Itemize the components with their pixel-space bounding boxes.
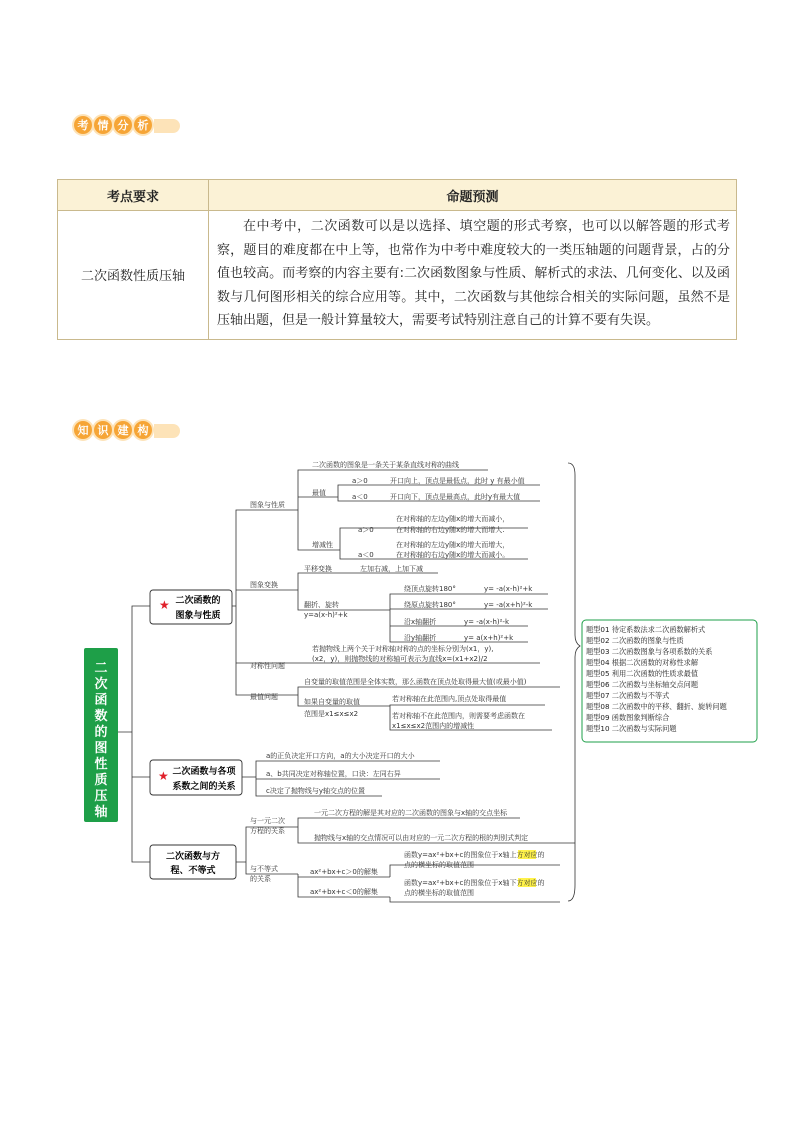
header-char: 析 — [134, 116, 152, 134]
leaf-text: 若对称轴不在此范围内，则需要考虑函数在 — [392, 712, 525, 720]
leaf-text: 如果自变量的取值 — [304, 698, 360, 706]
root-char: 图 — [94, 741, 108, 756]
leaf-label: 绕原点旋转180° — [404, 601, 456, 609]
leaf-label: a＞0 — [358, 526, 374, 534]
root-char: 函 — [94, 693, 108, 708]
leaf-text: (x2，y)，则抛物线的对称轴可表示为直线x=(x1+x2)/2 — [312, 655, 488, 663]
leaf-text: 抛物线与x轴的交点情况可以由对应的一元二次方程的根的判别式判定 — [314, 834, 529, 842]
leaf-text: a、b共同决定对称轴位置，口诀：左同右异 — [266, 770, 401, 778]
header-char: 考 — [74, 116, 92, 134]
leaf-text: 一元二次方程的解是其对应的二次函数的图象与x轴的交点坐标 — [314, 809, 508, 817]
question-type-item: 题型09 函数图象判断综合 — [586, 713, 670, 722]
leaf-label: 绕顶点旋转180° — [404, 585, 456, 593]
question-type-item: 题型04 根据二次函数的对称性求解 — [586, 658, 699, 667]
branch-label: 程、不等式 — [170, 866, 216, 876]
leaf-formula: y= a(x+h)²+k — [464, 634, 514, 642]
leaf-label: 增减性 — [312, 541, 333, 549]
leaf-text: a的正负决定开口方向，a的大小决定开口的大小 — [266, 752, 415, 760]
cell-prediction: 在中考中，二次函数可以是以选择、填空题的形式考察，也可以以解答题的形式考察，题目的难度都在中上等，也常作为中考中难度较大的一类压轴题的问题背景，占的分值也较高。而考察的内容主要有:二次函数图象与性质、解析式的求法、几何变化、以及函数与几何图形相关的综合应用等。其中，二次函数与其他综合相关的实际问题，虽然不是压轴出题，但是一般计算量较大，需要考试特别注意自己的计算不要有失误。 — [209, 211, 737, 340]
leaf-text: c决定了抛物线与y轴交点的位置 — [266, 787, 365, 795]
question-type-item: 题型01 待定系数法求二次函数解析式 — [586, 625, 706, 634]
leaf-text — [404, 850, 545, 859]
keyword-below: 下方 — [509, 879, 524, 887]
question-type-item: 题型02 二次函数的图象与性质 — [586, 636, 684, 645]
question-type-item: 题型07 二次函数与不等式 — [586, 691, 670, 700]
leaf-formula: y= -a(x-h)²-k — [464, 618, 510, 626]
leaf-label: 翻折、旋转 — [304, 601, 339, 609]
exam-analysis-table — [57, 179, 737, 340]
sub-branch-label: 与一元二次 — [250, 817, 285, 825]
header-char: 构 — [134, 421, 152, 439]
root-char: 质 — [94, 773, 108, 788]
cell-point: 二次函数性质压轴 — [58, 211, 209, 340]
question-type-item: 题型03 二次函数图象与各项系数的关系 — [586, 647, 713, 656]
sub-branch-label: 方程的关系 — [250, 827, 285, 835]
star-icon: ★ — [159, 598, 170, 612]
leaf-text: x1≤x≤x2范围内的增减性 — [392, 722, 475, 730]
leaf-text: 若抛物线上两个关于对称轴对称的点的坐标分别为(x1，y), — [312, 645, 494, 653]
root-char: 次 — [94, 677, 108, 692]
leaf-text: 点的横坐标的取值范围 — [404, 861, 474, 869]
knowledge-mindmap — [0, 455, 794, 905]
leaf-text: 在对称轴的左边y随x的增大而增大， — [396, 541, 510, 549]
question-type-item: 题型10 二次函数与实际问题 — [586, 724, 677, 733]
root-char: 的 — [94, 725, 108, 740]
section-header-knowledge — [74, 421, 180, 439]
leaf-label: 最值 — [312, 489, 326, 497]
leaf-label: ax²+bx+c＜0的解集 — [310, 888, 378, 896]
question-type-item: 题型06 二次函数与坐标轴交点问题 — [586, 680, 699, 689]
header-char: 建 — [114, 421, 132, 439]
leaf-label: a＜0 — [352, 493, 368, 501]
header-tail — [154, 119, 180, 133]
table-header-row — [58, 180, 737, 211]
leaf-text: 在对称轴的右边y随x的增大而减小。 — [396, 551, 510, 559]
sub-branch-label: 最值问题 — [250, 693, 278, 701]
sub-branch-label: 与不等式 — [250, 865, 278, 873]
branch-label: 图象与性质 — [175, 611, 221, 621]
sub-branch-label: 图象与性质 — [250, 501, 285, 509]
leaf-text — [404, 878, 545, 887]
leaf-text: 在对称轴的左边y随x的增大而减小， — [396, 515, 510, 523]
leaf-label: ax²+bx+c＞0的解集 — [310, 868, 378, 876]
root-char: 二 — [94, 661, 108, 676]
leaf-text-part: 函数y=ax²+bx+c的图象位于x轴 — [404, 851, 510, 859]
header-tail — [154, 424, 180, 438]
leaf-text-part: 函数y=ax²+bx+c的图象位于x轴 — [404, 879, 510, 887]
star-icon: ★ — [158, 769, 169, 783]
sub-branch-label: 图象变换 — [250, 581, 278, 589]
header-char: 分 — [114, 116, 132, 134]
table-row — [58, 211, 737, 340]
root-char: 性 — [94, 757, 108, 772]
leaf-label: 沿x轴翻折 — [404, 618, 437, 626]
col-header-requirement: 考点要求 — [58, 180, 209, 211]
sub-branch-label: 对称性问题 — [250, 662, 285, 670]
leaf-text: 左加右减，上加下减 — [360, 565, 423, 573]
leaf-label: a＞0 — [352, 477, 368, 485]
leaf-label: a＜0 — [358, 551, 374, 559]
header-char: 识 — [94, 421, 112, 439]
keyword-above: 上方 — [509, 851, 524, 859]
leaf-text: 二次函数的图象是一条关于某条直线对称的曲线 — [312, 461, 459, 469]
col-header-prediction: 命题预测 — [209, 180, 737, 211]
sub-branch-label: 的关系 — [250, 875, 271, 883]
root-char: 轴 — [94, 805, 108, 820]
question-type-item: 题型05 利用二次函数的性质求最值 — [586, 669, 699, 678]
leaf-text: 自变量的取值范围是全体实数，那么函数在顶点处取得最大值(或最小值) — [304, 678, 527, 686]
leaf-text: 开口向下，顶点是最高点，此时y有最大值 — [390, 493, 521, 501]
branch-label: 二次函数与各项 — [172, 767, 236, 777]
leaf-text-part: 对应的 — [523, 879, 545, 887]
leaf-text: 若对称轴在此范围内,顶点处取得最值 — [392, 695, 507, 703]
header-char: 知 — [74, 421, 92, 439]
leaf-text-part: 对应的 — [523, 851, 545, 859]
leaf-text: 开口向上，顶点是最低点，此时 y 有最小值 — [390, 477, 525, 485]
leaf-text: 在对称轴的右边y随x的增大而增大. — [396, 526, 505, 534]
leaf-text: y=a(x-h)²+k — [304, 611, 348, 619]
question-type-item: 题型08 二次函数中的平移、翻折、旋转问题 — [586, 702, 727, 711]
leaf-label: 平移变换 — [304, 565, 332, 573]
root-char: 数 — [94, 709, 108, 724]
leaf-text: 点的横坐标的取值范围 — [404, 889, 474, 897]
leaf-text: 范围是x1≤x≤x2 — [304, 710, 359, 718]
header-char: 情 — [94, 116, 112, 134]
leaf-label: 沿y轴翻折 — [404, 634, 437, 642]
root-char: 压 — [94, 789, 108, 804]
section-header-analysis — [74, 116, 180, 134]
branch-label: 二次函数与方 — [165, 852, 221, 862]
leaf-formula: y= -a(x+h)²-k — [484, 601, 533, 609]
branch-label: 系数之间的关系 — [172, 782, 236, 792]
branch-label: 二次函数的 — [175, 596, 221, 606]
leaf-formula: y= -a(x-h)²+k — [484, 585, 533, 593]
